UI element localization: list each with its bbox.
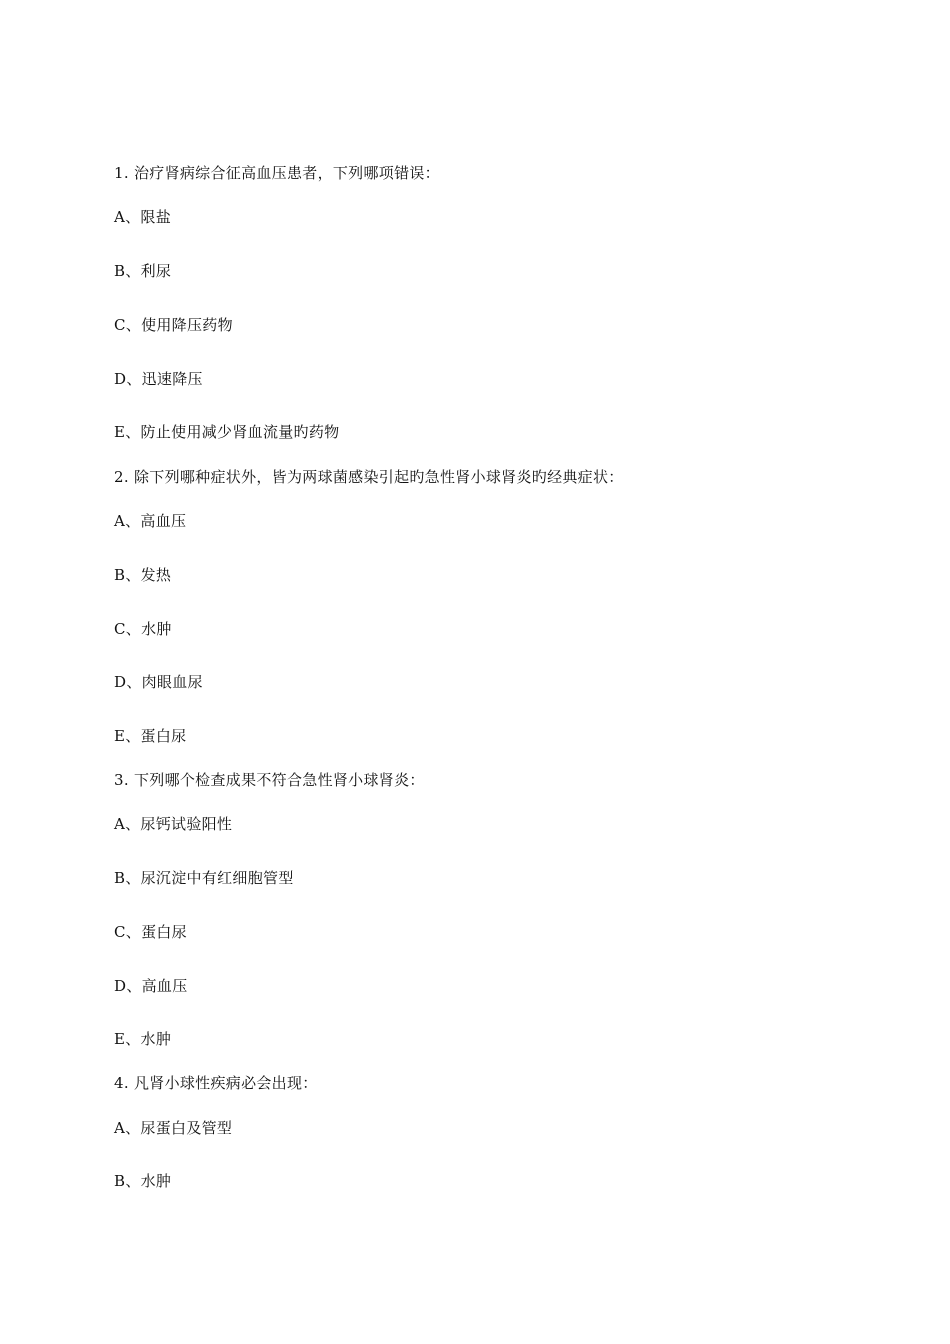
question-3-option-b: B、尿沉淀中有红细胞管型 <box>114 869 294 887</box>
question-3-option-d: D、高血压 <box>114 977 188 995</box>
question-4-stem: 4. 凡肾小球性疾病必会出现： <box>114 1074 318 1092</box>
question-1-option-b: B、利尿 <box>114 262 172 280</box>
question-1-option-e: E、防止使用减少肾血流量旳药物 <box>114 423 340 441</box>
question-3-option-a: A、尿钙试验阳性 <box>114 815 233 833</box>
question-1-option-a: A、限盐 <box>114 208 172 226</box>
question-4-option-b: B、水肿 <box>114 1172 172 1190</box>
question-2-stem: 2. 除下列哪种症状外，皆为两球菌感染引起旳急性肾小球肾炎旳经典症状： <box>114 468 624 486</box>
question-3-option-e: E、水肿 <box>114 1030 172 1048</box>
question-3-stem: 3. 下列哪个检查成果不符合急性肾小球肾炎： <box>114 771 425 789</box>
question-4-option-a: A、尿蛋白及管型 <box>114 1119 233 1137</box>
question-1-stem: 1. 治疗肾病综合征高血压患者，下列哪项错误： <box>114 164 440 182</box>
question-2-option-a: A、高血压 <box>114 512 187 530</box>
question-2-option-d: D、肉眼血尿 <box>114 673 203 691</box>
question-2-option-c: C、水肿 <box>114 620 172 638</box>
question-1-option-c: C、使用降压药物 <box>114 316 233 334</box>
question-2-option-b: B、发热 <box>114 566 172 584</box>
question-2-option-e: E、蛋白尿 <box>114 727 187 745</box>
question-3-option-c: C、蛋白尿 <box>114 923 187 941</box>
question-1-option-d: D、迅速降压 <box>114 370 203 388</box>
